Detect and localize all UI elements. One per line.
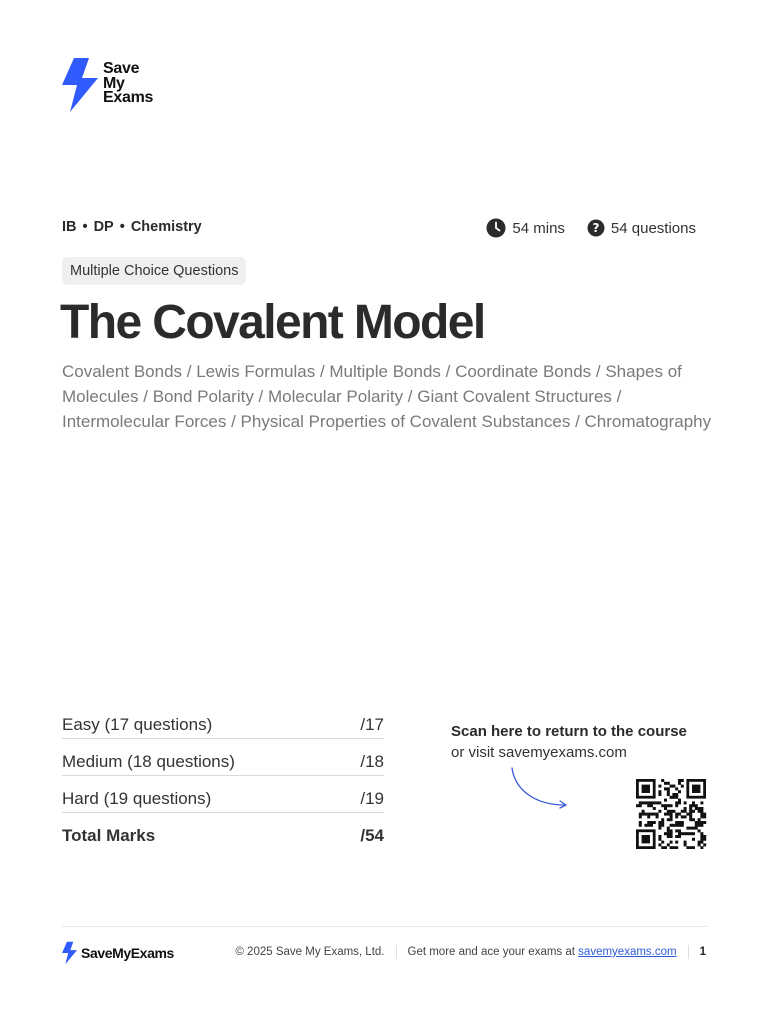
scan-subtitle: or visit savemyexams.com <box>451 744 627 761</box>
scan-title: Scan here to return to the course <box>451 723 687 740</box>
page-number: 1 <box>699 946 706 958</box>
footer-cta <box>408 946 677 958</box>
breadcrumb <box>62 219 202 235</box>
footer-logo-text: SaveMyExams <box>81 945 174 961</box>
marks-table <box>62 712 384 859</box>
breadcrumb-item-level: DP <box>93 219 114 235</box>
footer-info <box>235 945 706 959</box>
footer-website-link[interactable]: savemyexams.com <box>578 946 677 958</box>
question-type-tag: Multiple Choice Questions <box>62 257 246 285</box>
total-marks-label: Total Marks <box>62 826 156 845</box>
page-title: The Covalent Model <box>60 296 485 349</box>
question-icon <box>587 219 605 237</box>
questions-stat <box>587 219 696 237</box>
scan-callout <box>451 722 687 764</box>
marks-row-label: Hard (19 questions) <box>62 789 212 808</box>
brand-logo-text: Save My Exams <box>103 60 154 106</box>
breadcrumb-separator: • <box>82 219 88 235</box>
footer-separator <box>396 945 397 959</box>
marks-row-value: /19 <box>360 789 384 808</box>
qr-code[interactable] <box>634 779 708 849</box>
marks-row-total <box>62 823 384 849</box>
total-marks-value: /54 <box>360 826 384 845</box>
duration-text: 54 mins <box>512 219 565 237</box>
curved-arrow-icon <box>505 765 575 815</box>
stats <box>486 218 696 238</box>
breadcrumb-item-subject: Chemistry <box>130 219 202 235</box>
marks-row-easy <box>62 712 384 739</box>
duration-stat <box>486 218 565 238</box>
lightning-logo-icon <box>62 58 98 112</box>
footer-logo <box>62 941 174 965</box>
lightning-logo-icon <box>62 941 77 965</box>
clock-icon <box>486 218 506 238</box>
topics-list: Covalent Bonds / Lewis Formulas / Multiple Bonds / Coordinate Bonds / Shapes of Molecules / Bond Polarity / Molecular Polarity / Giant Covalent Structures / Intermolecular Forces / Physical Properties of Covalent Substances / Chromatography <box>62 362 712 431</box>
marks-row-value: /17 <box>360 715 384 734</box>
marks-row-hard <box>62 786 384 813</box>
brand-logo <box>62 58 153 112</box>
meta-row <box>62 218 696 238</box>
footer-cta-text: Get more and ace your exams at <box>407 946 575 958</box>
questions-text: 54 questions <box>610 219 696 237</box>
svg-text:?: ? <box>592 221 600 236</box>
copyright-text: © 2025 Save My Exams, Ltd. <box>235 946 385 958</box>
marks-row-label: Easy (17 questions) <box>62 715 213 734</box>
breadcrumb-separator: • <box>119 219 125 235</box>
marks-row-medium <box>62 749 384 776</box>
marks-row-label: Medium (18 questions) <box>62 752 235 771</box>
breadcrumb-item-curriculum: IB <box>62 219 77 235</box>
footer-divider <box>62 926 708 927</box>
marks-row-value: /18 <box>360 752 384 771</box>
footer-separator <box>688 945 689 959</box>
